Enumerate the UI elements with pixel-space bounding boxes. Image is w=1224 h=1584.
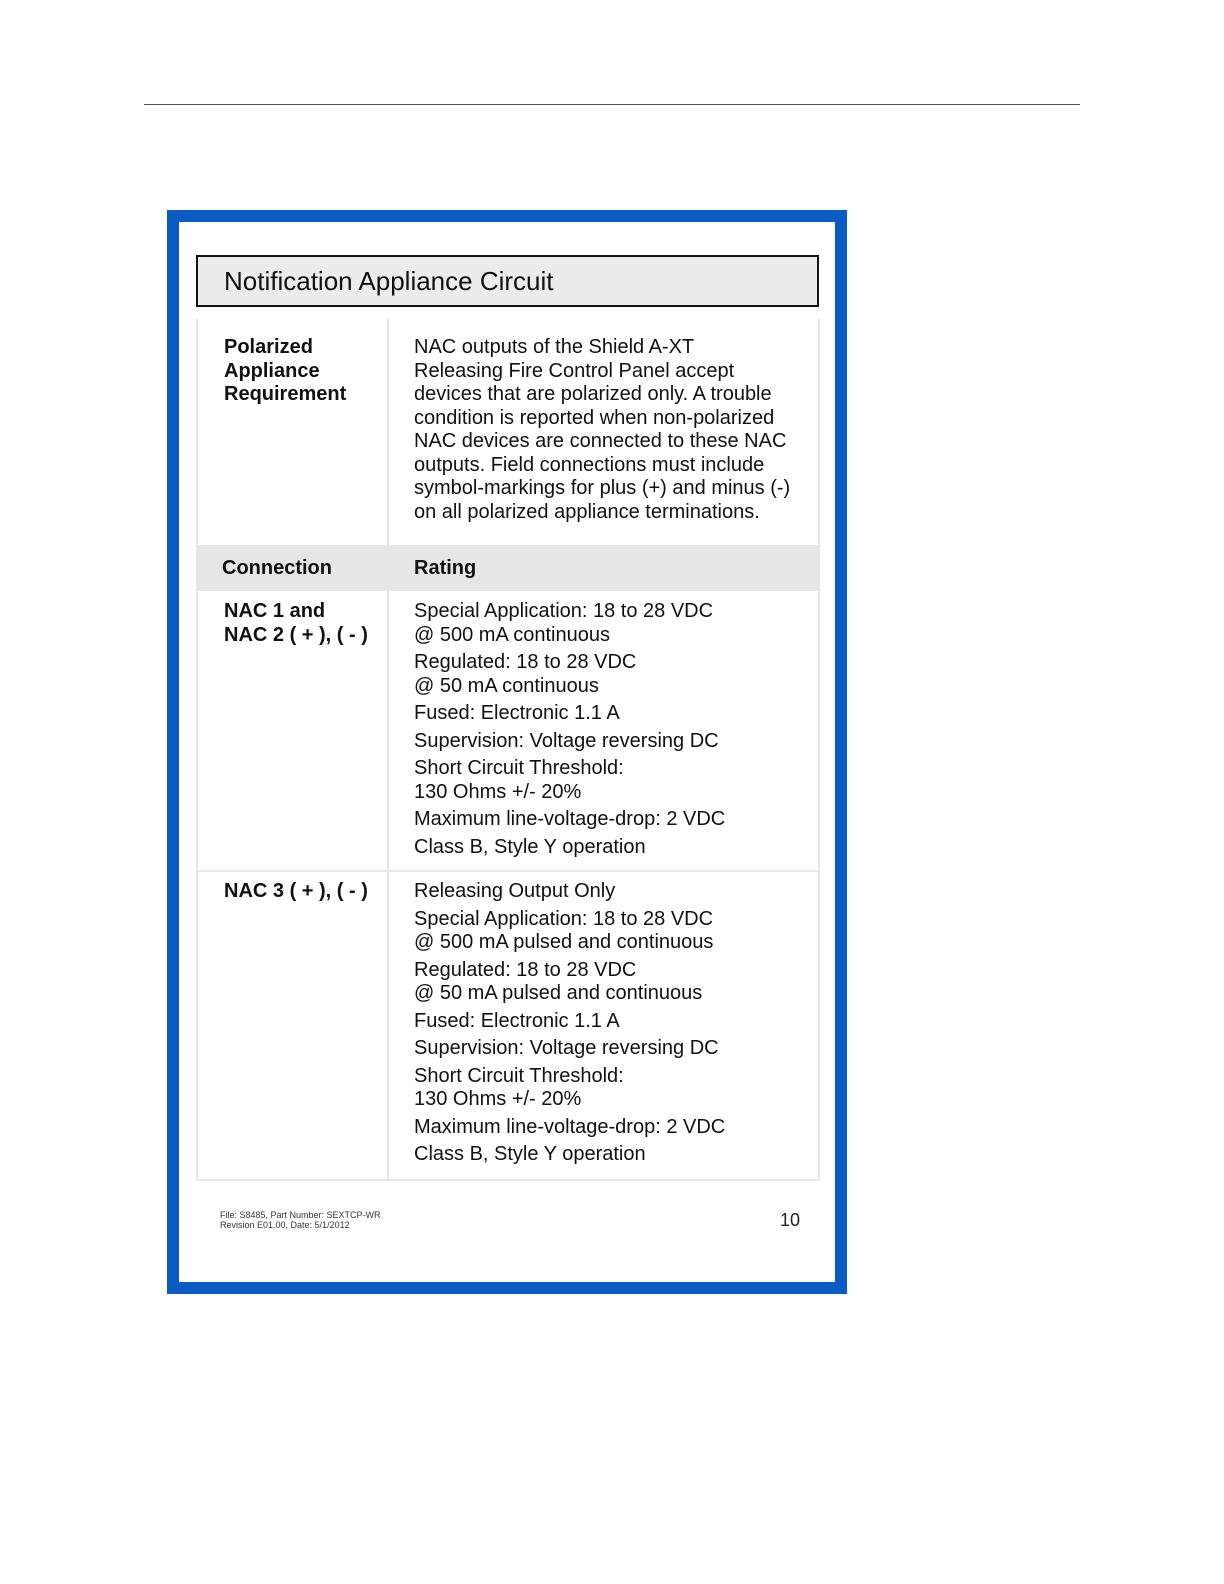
rating-group	[414, 1065, 809, 1112]
spec-card	[167, 210, 847, 1294]
rating-nac-1-2	[414, 600, 809, 863]
rating-group	[414, 702, 809, 726]
rating-nac-3	[414, 880, 809, 1171]
requirement-text-line: NAC outputs of the Shield A-XT	[414, 336, 695, 358]
spec-table	[196, 319, 820, 1181]
rating-line: Class B, Style Y operation	[414, 835, 646, 858]
rating-group	[414, 600, 809, 647]
rating-group	[414, 880, 809, 904]
connection-line: NAC 2 ( + ), ( - )	[224, 623, 368, 646]
column-divider	[387, 319, 389, 1179]
requirement-text-line: symbol-markings for plus (+) and minus (-)	[414, 477, 791, 499]
rating-line: 130 Ohms +/- 20%	[414, 1088, 582, 1110]
rating-group	[414, 808, 809, 832]
requirement-label-line: Polarized	[224, 336, 313, 358]
requirement-text-line: NAC devices are connected to these NAC	[414, 430, 787, 452]
rating-line: @ 50 mA continuous	[414, 674, 599, 697]
requirement-text-line: condition is reported when non-polarized	[414, 406, 775, 429]
requirement-text	[414, 336, 809, 524]
rating-line: Short Circuit Threshold:	[414, 757, 624, 779]
connection-nac-1-2	[224, 600, 382, 647]
rating-group	[414, 1037, 809, 1061]
rating-group	[414, 757, 809, 804]
row-divider	[198, 870, 818, 872]
footer-file-info	[220, 1210, 381, 1230]
header-connection: Connection	[222, 557, 332, 579]
card-title: Notification Appliance Circuit	[196, 255, 819, 307]
requirement-text-line: Releasing Fire Control Panel accept	[414, 359, 735, 382]
rating-group	[414, 730, 809, 754]
footer-revision-line: Revision E01.00, Date: 5/1/2012	[220, 1220, 350, 1230]
rating-line: Fused: Electronic 1.1 A	[414, 1009, 620, 1032]
rating-line: @ 50 mA pulsed and continuous	[414, 982, 703, 1004]
requirement-text-line: outputs. Field connections must include	[414, 453, 765, 476]
connection-nac-3	[224, 880, 382, 904]
page-number: 10	[780, 1210, 801, 1230]
rating-group	[414, 1116, 809, 1140]
rating-group	[414, 836, 809, 860]
requirement-text-line: on all polarized appliance terminations.	[414, 500, 760, 523]
rating-line: Regulated: 18 to 28 VDC	[414, 651, 637, 673]
requirement-text-line: devices that are polarized only. A trouble	[414, 383, 772, 405]
rating-group	[414, 1143, 809, 1167]
rating-line: Supervision: Voltage reversing DC	[414, 729, 719, 752]
rating-line: Special Application: 18 to 28 VDC	[414, 907, 714, 930]
rating-line: Regulated: 18 to 28 VDC	[414, 958, 637, 981]
connection-line: NAC 3 ( + ), ( - )	[224, 880, 368, 902]
rating-group	[414, 651, 809, 698]
rating-line: Fused: Electronic 1.1 A	[414, 702, 620, 724]
rating-line: Short Circuit Threshold:	[414, 1064, 624, 1087]
rating-group	[414, 1010, 809, 1034]
rating-line: Maximum line-voltage-drop: 2 VDC	[414, 1115, 726, 1138]
connection-line: NAC 1 and	[224, 600, 326, 622]
rating-line: Special Application: 18 to 28 VDC	[414, 600, 714, 622]
rating-group	[414, 959, 809, 1006]
requirement-label-line: Appliance	[224, 359, 320, 382]
spec-card-body	[179, 222, 835, 1282]
rating-line: Supervision: Voltage reversing DC	[414, 1037, 719, 1059]
rating-line: @ 500 mA pulsed and continuous	[414, 931, 714, 953]
rating-line: Maximum line-voltage-drop: 2 VDC	[414, 808, 726, 830]
requirement-label-line: Requirement	[224, 383, 347, 405]
header-rating: Rating	[414, 557, 477, 579]
rating-group	[414, 908, 809, 955]
requirement-label	[224, 336, 382, 407]
rating-line: @ 500 mA continuous	[414, 623, 610, 646]
footer-file-line: File: S8485, Part Number: SEXTCP-WR	[220, 1210, 381, 1220]
rating-line: Class B, Style Y operation	[414, 1143, 646, 1165]
rating-line: 130 Ohms +/- 20%	[414, 780, 582, 803]
rating-line: Releasing Output Only	[414, 880, 616, 902]
page-top-rule	[144, 104, 1080, 105]
